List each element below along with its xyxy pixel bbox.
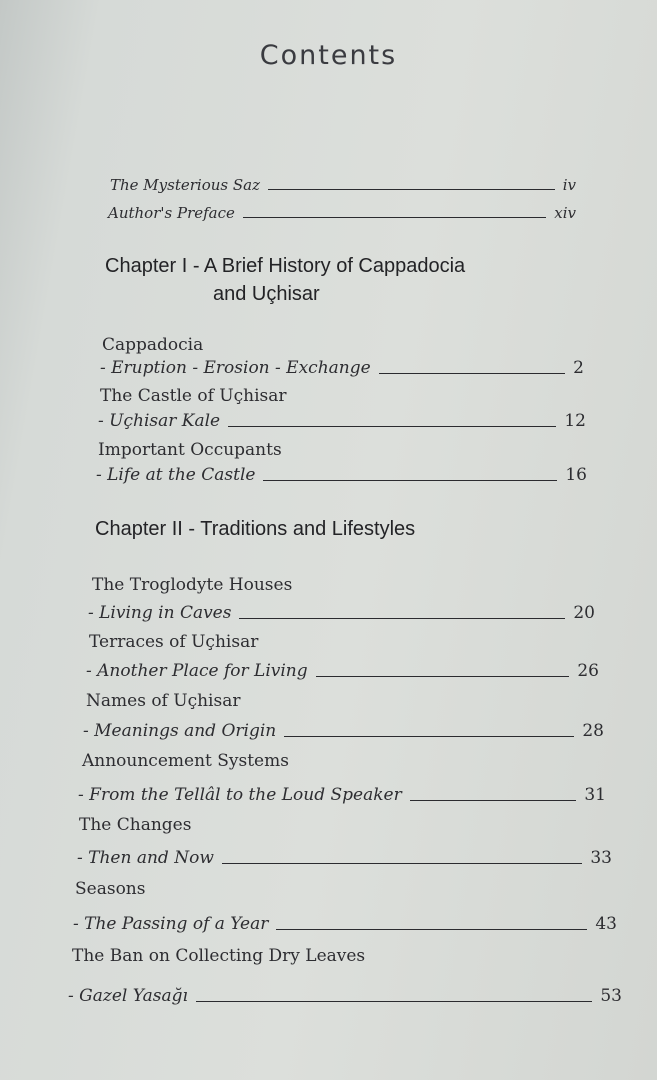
entry-page: 2 [573,358,584,378]
dot-leader [196,1001,592,1002]
toc-entry-title: The Troglodyte Houses [92,575,293,595]
chapter-heading-1 [105,252,465,308]
dot-leader [243,217,546,218]
entry-subtitle: - Eruption - Erosion - Exchange [100,358,371,378]
chapter-heading-line2: and Uçhisar [213,283,320,305]
toc-entry-title: Important Occupants [98,440,282,460]
toc-entry-authors-preface [108,204,576,222]
toc-entry-line [98,411,586,431]
entry-subtitle: - Living in Caves [88,603,232,623]
toc-entry-title: The Changes [79,815,192,835]
chapter-heading-line1: Chapter I - A Brief History of Cappadocia [105,255,466,277]
toc-entry-mysterious-saz [110,176,576,194]
dot-leader [228,426,556,427]
page-title: Contents [259,40,398,71]
toc-entry-line [77,848,612,868]
toc-entry-title: Names of Uçhisar [86,691,241,711]
entry-page: 16 [565,465,587,485]
dot-leader [379,373,565,374]
toc-entry-title: The Castle of Uçhisar [100,386,287,406]
toc-entry-line [78,785,606,805]
dot-leader [410,800,577,801]
entry-subtitle: - From the Tellâl to the Loud Speaker [78,785,402,805]
toc-entry-title: Announcement Systems [82,751,289,771]
toc-entry-line [100,358,584,378]
dot-leader [276,929,587,930]
dot-leader [263,480,557,481]
dot-leader [222,863,582,864]
entry-page: 33 [590,848,612,868]
entry-subtitle: - Another Place for Living [86,661,308,681]
toc-entry-title: Cappadocia [102,335,204,355]
toc-entry-title: Terraces of Uçhisar [89,632,259,652]
toc-entry-line [73,914,617,934]
entry-subtitle: - Life at the Castle [96,465,256,485]
entry-page: 26 [577,661,599,681]
entry-page: 31 [584,785,606,805]
toc-entry-line [96,465,587,485]
entry-title: Author's Preface [108,204,235,222]
entry-subtitle: - Meanings and Origin [83,721,277,741]
toc-entry-line [88,603,595,623]
entry-title: The Mysterious Saz [110,176,260,194]
dot-leader [284,736,574,737]
dot-leader [239,618,565,619]
entry-page: iv [562,176,576,194]
chapter-heading-2 [95,515,415,543]
entry-subtitle: - The Passing of a Year [73,914,269,934]
entry-page: 53 [600,986,622,1006]
dot-leader [316,676,570,677]
toc-entry-title: The Ban on Collecting Dry Leaves [72,946,366,966]
chapter-heading-line1: Chapter II - Traditions and Lifestyles [95,518,416,540]
entry-page: 28 [582,721,604,741]
toc-entry-line [68,986,622,1006]
toc-entry-line [86,661,599,681]
entry-page: xiv [554,204,576,222]
entry-subtitle: - Uçhisar Kale [98,411,221,431]
toc-entry-line [83,721,604,741]
toc-entry-title: Seasons [75,879,146,899]
entry-page: 12 [564,411,586,431]
entry-page: 43 [595,914,617,934]
dot-leader [268,189,555,190]
entry-subtitle: - Then and Now [77,848,214,868]
entry-page: 20 [573,603,595,623]
entry-subtitle: - Gazel Yasağı [68,986,188,1006]
